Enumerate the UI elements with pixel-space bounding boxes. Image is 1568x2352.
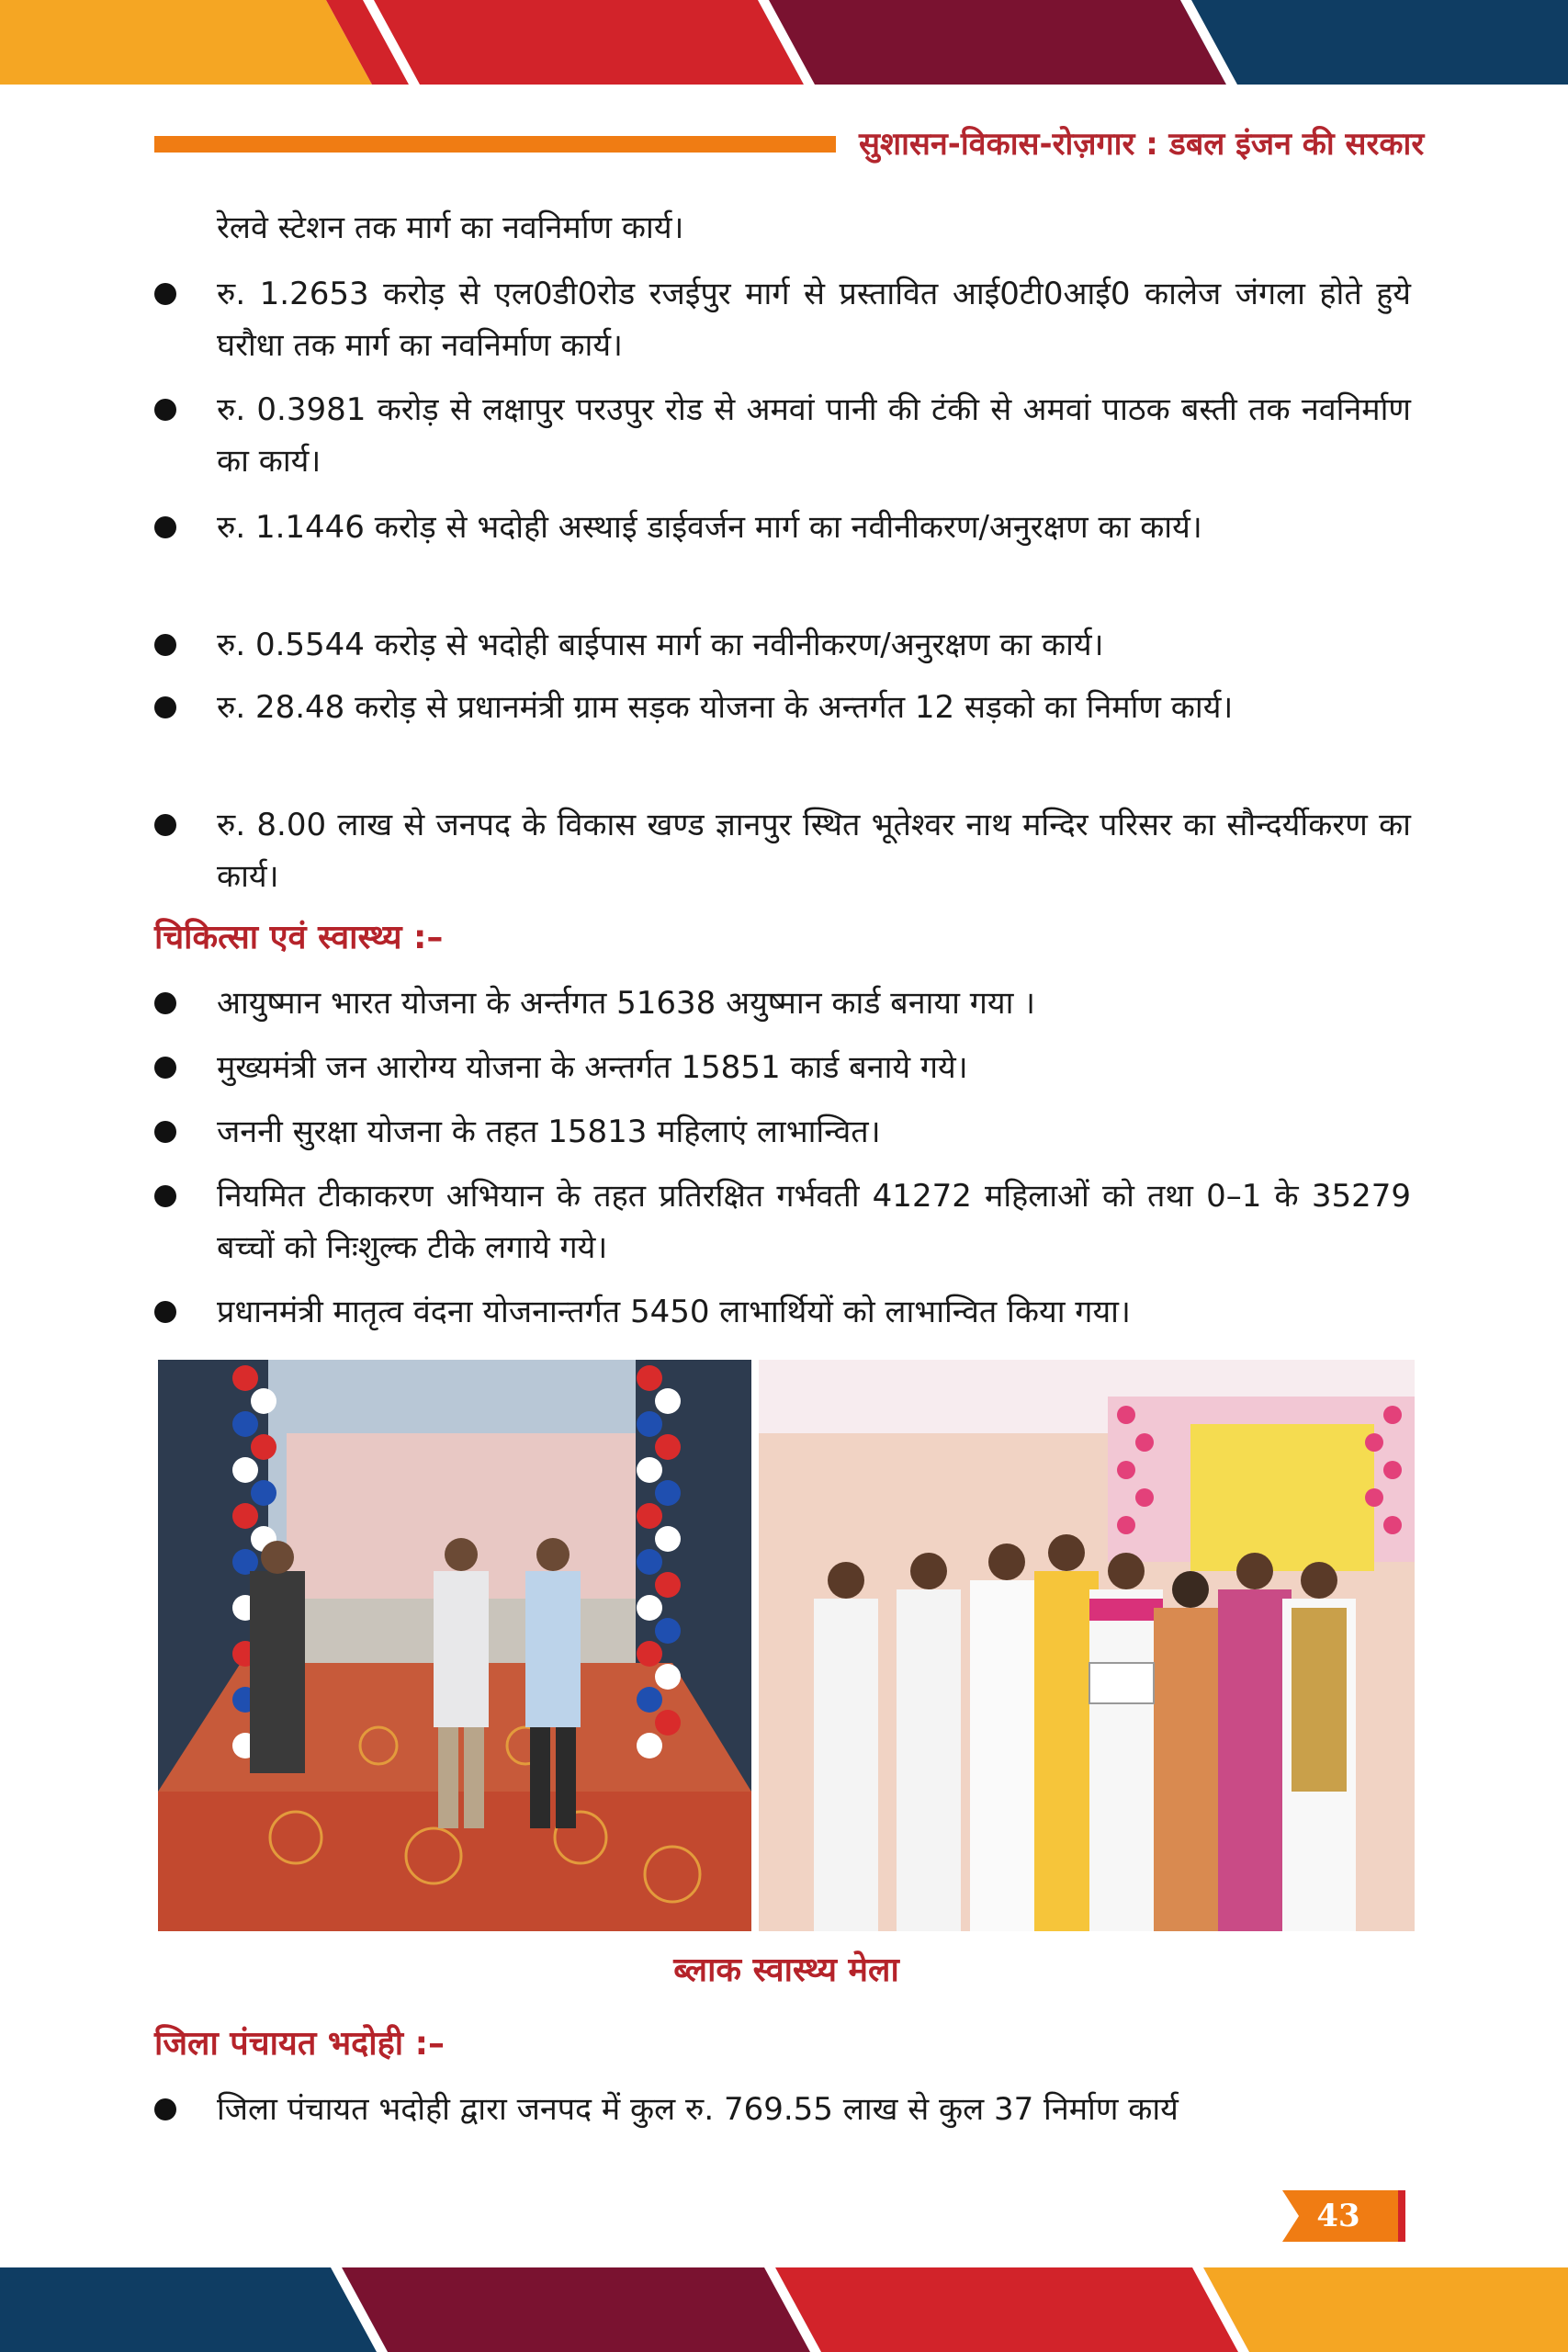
header-rule xyxy=(154,136,836,153)
bullet-dot xyxy=(154,283,176,305)
photo-health-fair-stage xyxy=(759,1360,1415,1931)
list-item: जननी सुरक्षा योजना के तहत 15813 महिलाएं लाभान्वित। xyxy=(217,1114,881,1150)
bullet-dot xyxy=(154,1121,176,1143)
list-item: रु. 28.48 करोड़ से प्रधानमंत्री ग्राम सड़क योजना के अन्तर्गत 12 सड़को का निर्माण कार्य। xyxy=(217,689,1234,726)
top-color-band xyxy=(0,0,1568,85)
list-item: रु. 8.00 लाख से जनपद के विकास खण्ड ज्ञानपुर स्थित भूतेश्वर नाथ मन्दिर परिसर का सौन्दर्यीकरण का कार्य। xyxy=(217,807,1411,895)
list-item: जिला पंचायत भदोही द्वारा जनपद में कुल रु. 769.55 लाख से कुल 37 निर्माण कार्य xyxy=(217,2091,1179,2128)
bullet-dot xyxy=(154,634,176,656)
list-item: प्रधानमंत्री मातृत्व वंदना योजनान्तर्गत 5450 लाभार्थियों को लाभान्वित किया गया। xyxy=(217,1294,1131,1330)
bullet-dot xyxy=(154,814,176,836)
roads-continuation: रेलवे स्टेशन तक मार्ग का नवनिर्माण कार्य। xyxy=(217,209,684,246)
list-item: रु. 1.1446 करोड़ से भदोही अस्थाई डाईवर्जन मार्ग का नवीनीकरण/अनुरक्षण का कार्य। xyxy=(217,509,1202,546)
header-title: सुशासन-विकास-रोज़गार : डबल इंजन की सरकार xyxy=(859,126,1425,163)
bullet-dot xyxy=(154,2098,176,2120)
bullet-dot xyxy=(154,1057,176,1079)
bottom-color-band xyxy=(0,2267,1568,2352)
section-heading-health: चिकित्सा एवं स्वास्थ्य :– xyxy=(154,919,444,956)
bullet-dot xyxy=(154,1185,176,1207)
list-item: रु. 0.3981 करोड़ से लक्षापुर परउपुर रोड से अमवां पानी की टंकी से अमवां पाठक बस्ती तक नवनिर्माण का कार्य। xyxy=(217,391,1411,480)
section-heading-panchayat: जिला पंचायत भदोही :– xyxy=(154,2025,445,2063)
bullet-dot xyxy=(154,1301,176,1323)
bullet-dot xyxy=(154,516,176,538)
photo-caption: ब्लाक स्वास्थ्य मेला xyxy=(673,1951,899,1989)
list-item: आयुष्मान भारत योजना के अर्न्तगत 51638 अयुष्मान कार्ड बनाया गया । xyxy=(217,985,1036,1022)
bullet-dot xyxy=(154,992,176,1014)
page-number: 43 xyxy=(1316,2198,1360,2234)
list-item: रु. 1.2653 करोड़ से एल0डी0रोड रजईपुर मार्ग से प्रस्तावित आई0टी0आई0 कालेज जंगला होते हुये घरौधा तक मार्ग का नवनिर्माण कार्य। xyxy=(217,276,1411,364)
photo-health-fair-entrance xyxy=(158,1360,751,1931)
bullet-dot xyxy=(154,399,176,421)
list-item: नियमित टीकाकरण अभियान के तहत प्रतिरक्षित गर्भवती 41272 महिलाओं को तथा 0–1 के 35279 बच्चों को निःशुल्क टीके लगाये गये। xyxy=(217,1178,1411,1266)
list-item: रु. 0.5544 करोड़ से भदोही बाईपास मार्ग का नवीनीकरण/अनुरक्षण का कार्य। xyxy=(217,627,1104,663)
bullet-dot xyxy=(154,696,176,718)
list-item: मुख्यमंत्री जन आरोग्य योजना के अन्तर्गत 15851 कार्ड बनाये गये। xyxy=(217,1049,968,1086)
